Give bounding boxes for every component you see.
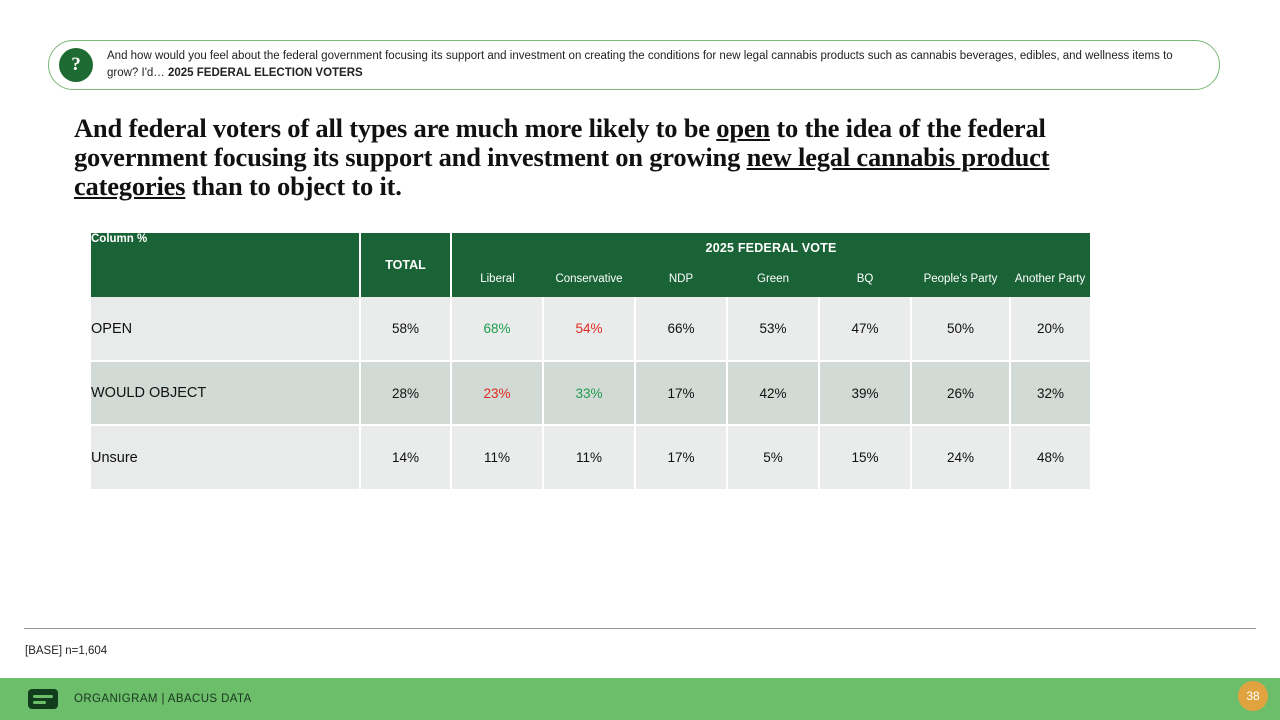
header-another-party: Another Party <box>1010 263 1090 297</box>
header-green: Green <box>727 263 819 297</box>
header-peoples-party: People's Party <box>911 263 1010 297</box>
headline-underline-categories: new legal cannabis product categories <box>74 142 1050 202</box>
open-peoples-party: 50% <box>911 297 1010 361</box>
question-text <box>107 48 1203 81</box>
table-row <box>91 297 1090 361</box>
object-bq: 39% <box>819 361 911 425</box>
open-liberal: 68% <box>451 297 543 361</box>
base-note: [BASE] n=1,604 <box>25 645 108 657</box>
row-label-open: OPEN <box>91 297 360 361</box>
open-total: 58% <box>360 297 451 361</box>
question-mark-icon: ? <box>59 48 93 82</box>
open-ndp: 66% <box>635 297 727 361</box>
unsure-another-party: 48% <box>1010 425 1090 489</box>
headline-part2: to the idea of the federal government focusing its support and investment on growing <box>74 113 1046 173</box>
object-peoples-party: 26% <box>911 361 1010 425</box>
object-ndp: 17% <box>635 361 727 425</box>
header-liberal: Liberal <box>451 263 543 297</box>
corner-label: Column % <box>91 233 360 297</box>
question-text-main: And how would you feel about the federal government focusing its support and investment on creating the conditions for new legal cannabis products such as cannabis beverages, edibles, and wellness items to grow? I'd… <box>107 50 1173 79</box>
header-bq: BQ <box>819 263 911 297</box>
header-total: TOTAL <box>360 233 451 297</box>
object-another-party: 32% <box>1010 361 1090 425</box>
unsure-conservative: 11% <box>543 425 635 489</box>
question-text-bold: 2025 FEDERAL ELECTION VOTERS <box>168 67 363 79</box>
object-green: 42% <box>727 361 819 425</box>
unsure-liberal: 11% <box>451 425 543 489</box>
headline-part1: And federal voters of all types are much more likely to be <box>74 113 717 143</box>
open-conservative: 54% <box>543 297 635 361</box>
footer-brand-text: ORGANIGRAM | ABACUS DATA <box>74 693 252 705</box>
footer-bar <box>0 678 1280 720</box>
object-liberal: 23% <box>451 361 543 425</box>
organigram-logo-icon <box>28 689 58 709</box>
headline-underline-open: open <box>716 113 770 143</box>
header-group-federal-vote: 2025 FEDERAL VOTE <box>451 233 1090 263</box>
row-label-would-object: WOULD OBJECT <box>91 361 360 425</box>
results-table <box>91 233 1090 489</box>
question-banner <box>48 40 1220 90</box>
table-row <box>91 361 1090 425</box>
open-bq: 47% <box>819 297 911 361</box>
open-green: 53% <box>727 297 819 361</box>
table-row <box>91 425 1090 489</box>
divider <box>24 628 1256 629</box>
unsure-total: 14% <box>360 425 451 489</box>
open-another-party: 20% <box>1010 297 1090 361</box>
row-label-unsure: Unsure <box>91 425 360 489</box>
unsure-bq: 15% <box>819 425 911 489</box>
header-conservative: Conservative <box>543 263 635 297</box>
header-ndp: NDP <box>635 263 727 297</box>
object-conservative: 33% <box>543 361 635 425</box>
unsure-green: 5% <box>727 425 819 489</box>
page-title <box>74 114 1154 201</box>
table-header-row-top <box>91 233 1090 263</box>
unsure-ndp: 17% <box>635 425 727 489</box>
object-total: 28% <box>360 361 451 425</box>
headline-part3: than to object to it. <box>185 171 402 202</box>
unsure-peoples-party: 24% <box>911 425 1010 489</box>
page-number-badge: 38 <box>1238 681 1268 711</box>
